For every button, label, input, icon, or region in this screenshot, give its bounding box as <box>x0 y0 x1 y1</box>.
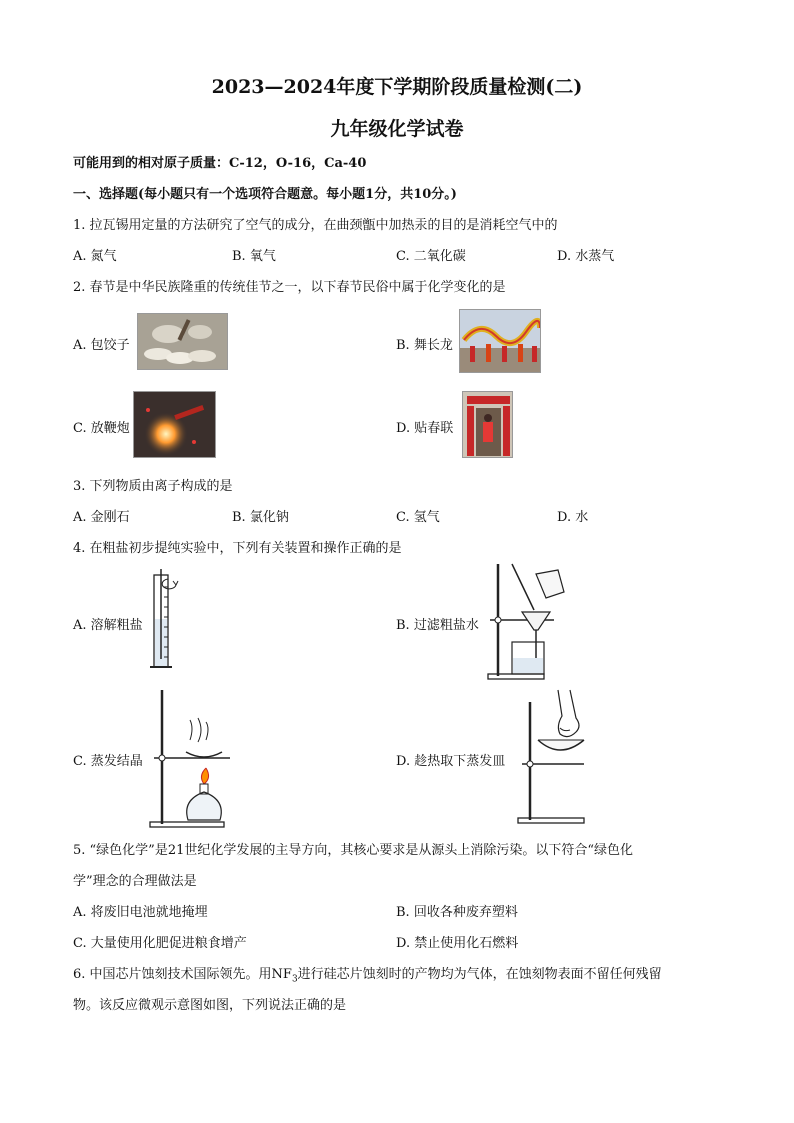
q4-option-b: B. 过滤粗盐水 <box>396 618 479 633</box>
q3-option-d: D. 水 <box>557 510 589 525</box>
q6-stem-pre: 6. 中国芯片蚀刻技术国际领先。用NF <box>73 967 292 982</box>
q1-option-b: B. 氧气 <box>232 249 276 264</box>
q5-option-b: B. 回收各种废弃塑料 <box>396 905 518 920</box>
q4-option-a: A. 溶解粗盐 <box>73 618 143 633</box>
filtration-diagram <box>482 562 572 682</box>
question-1-stem: 1. 拉瓦锡用定量的方法研究了空气的成分，在曲颈甑中加热汞的目的是消耗空气中的 <box>73 218 558 233</box>
q1-option-a: A. 氮气 <box>73 249 117 264</box>
q2-option-b: B. 舞长龙 <box>396 338 453 353</box>
q1-option-d: D. 水蒸气 <box>557 249 615 264</box>
page-subtitle: 九年级化学试卷 <box>330 118 464 140</box>
section-heading: 一、选择题(每小题只有一个选项符合题意。每小题1分，共10分。) <box>73 187 457 202</box>
question-2-stem: 2. 春节是中华民族隆重的传统佳节之一，以下春节民俗中属于化学变化的是 <box>73 280 506 295</box>
page-title: 2023—2024年度下学期阶段质量检测(二) <box>211 76 583 98</box>
q2-option-d: D. 贴春联 <box>396 421 454 436</box>
dumplings-photo <box>137 313 228 370</box>
q5-option-c: C. 大量使用化肥促进粮食增产 <box>73 936 247 951</box>
question-6-stem-line2: 物。该反应微观示意图如图，下列说法正确的是 <box>73 998 347 1013</box>
question-3-stem: 3. 下列物质由离子构成的是 <box>73 479 233 494</box>
spring-couplets-photo <box>462 391 513 458</box>
q3-option-c: C. 氢气 <box>396 510 440 525</box>
question-5-stem-line1: 5. “绿色化学”是21世纪化学发展的主导方向，其核心要求是从源头上消除污染。以下符合“绿色化 <box>73 843 634 858</box>
q2-option-c: C. 放鞭炮 <box>73 421 130 436</box>
q4-option-c: C. 蒸发结晶 <box>73 754 143 769</box>
question-5-stem-line2: 学”理念的合理做法是 <box>73 874 197 889</box>
graduated-cylinder-diagram <box>148 567 184 673</box>
q5-option-a: A. 将废旧电池就地掩埋 <box>73 905 208 920</box>
q5-option-d: D. 禁止使用化石燃料 <box>396 936 519 951</box>
q3-option-b: B. 氯化钠 <box>232 510 289 525</box>
q6-stem-post: 进行硅芯片蚀刻时的产物均为气体，在蚀刻物表面不留任何残留 <box>297 967 662 982</box>
dragon-dance-photo <box>459 309 541 373</box>
q6-stem-subscript: 3 <box>291 974 298 985</box>
q3-option-a: A. 金刚石 <box>73 510 130 525</box>
atomic-mass-note: 可能用到的相对原子质量：C-12，O-16，Ca-40 <box>73 156 367 171</box>
firecracker-photo <box>133 391 216 458</box>
evaporation-diagram <box>146 688 236 830</box>
q1-option-c: C. 二氧化碳 <box>396 249 466 264</box>
question-6-stem-line1 <box>73 963 662 985</box>
hot-dish-removal-diagram <box>512 688 616 826</box>
q4-option-d: D. 趁热取下蒸发皿 <box>396 754 506 769</box>
question-4-stem: 4. 在粗盐初步提纯实验中，下列有关装置和操作正确的是 <box>73 541 402 556</box>
q2-option-a: A. 包饺子 <box>73 338 130 353</box>
